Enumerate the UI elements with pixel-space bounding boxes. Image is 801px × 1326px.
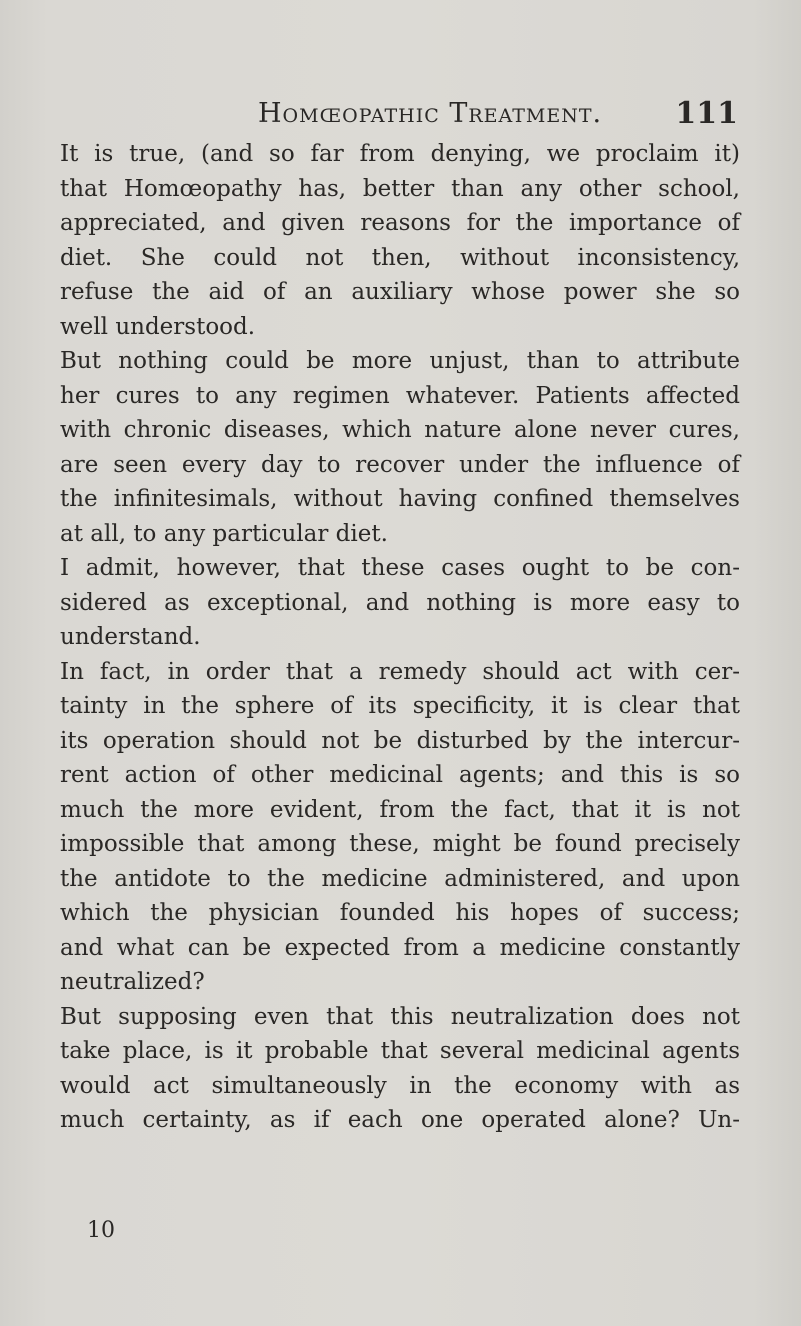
text-line: But nothing could be more unjust, than to attribute [60,348,740,374]
text-line: It is true, (and so far from denying, we proclaim it) [60,141,740,167]
text-line: refuse the aid of an auxiliary whose power she so [60,279,740,305]
text-line: at all, to any particular diet. [60,520,388,547]
text-line: sidered as exceptional, and nothing is more easy to [60,589,740,616]
text-line: In fact, in order that a remedy should act with cer- [60,658,740,685]
text-line: her cures to any regimen whatever. Patients affected [60,382,740,409]
text-line: understand. [60,624,201,650]
running-title: Homœopathic Treatment. [258,98,603,129]
text-line: tainty in the sphere of its specificity, it is clear that [60,693,740,719]
text-line: rent action of other medicinal agents; and this is so [60,762,740,788]
text-line: would act simultaneously in the economy with as [60,1072,740,1099]
text-line: the antidote to the medicine administered, and upon [60,865,740,892]
text-line: which the physician founded his hopes of success; [60,900,740,926]
page-header [258,98,738,138]
signature-mark: 10 [87,1218,115,1243]
text-line: well understood. [60,313,256,340]
text-line: its operation should not be disturbed by the intercur- [60,727,740,754]
page-number: 111 [675,96,738,131]
text-line: diet. She could not then, without inconsistency, [60,244,740,271]
text-line: take place, is it probable that several medicinal agents [60,1038,740,1064]
text-line: I admit, however, that these cases ought to be con- [60,555,740,581]
text-line: that Homœopathy has, better than any other school, [60,175,740,202]
body-text [60,137,740,1138]
text-line: impossible that among these, might be found precisely [60,831,740,857]
text-line: with chronic diseases, which nature alone never cures, [60,417,740,443]
text-line: neutralized? [60,969,205,995]
text-line: But supposing even that this neutralization does not [60,1003,740,1030]
text-line: and what can be expected from a medicine constantly [60,934,740,961]
text-line: are seen every day to recover under the influence of [60,451,740,478]
text-line: appreciated, and given reasons for the importance of [60,210,740,236]
text-line: much the more evident, from the fact, that it is not [60,796,740,823]
text-line: much certainty, as if each one operated alone? Un- [60,1107,740,1133]
text-line: the infinitesimals, without having confined themselves [60,486,740,512]
